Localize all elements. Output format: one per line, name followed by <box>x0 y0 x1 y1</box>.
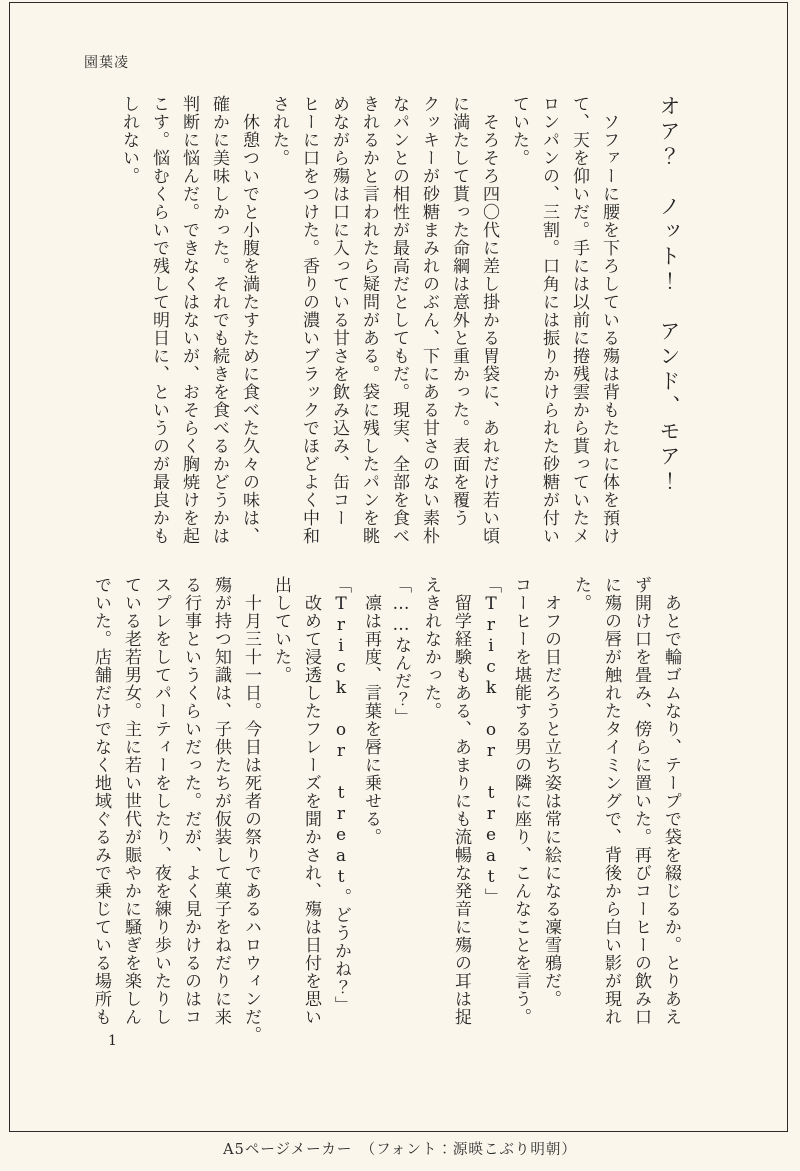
text-line: しれない。 <box>119 95 139 185</box>
text-line: ている老若男女。主に若い世代が賑やかに騒ぎを楽しん <box>121 576 141 1026</box>
text-line: ていた。 <box>509 95 529 167</box>
text-line: 出していた。 <box>271 576 291 684</box>
text-line: 「Trick or treat」 <box>481 576 501 906</box>
upper-text-block <box>85 95 686 575</box>
text-line: あとで輪ゴムなり、テープで袋を綴じるか。とりあえ <box>661 576 681 1026</box>
text-line: ソファーに腰を下ろしている殤は背もたれに体を預け <box>599 95 619 545</box>
text-line: めながら殤は口に入っている甘さを飲み込み、缶コー <box>329 95 349 527</box>
text-line: て、天を仰いだ。手には以前に捲残雲から貰っていたメ <box>569 95 589 545</box>
text-line: された。 <box>269 95 289 167</box>
text-line: クッキーが砂糖まみれのぶん、下にある甘さのない素朴 <box>419 95 439 545</box>
text-line: スプレをしてパーティーをしたり、夜を練り歩いたりし <box>151 576 171 1026</box>
text-line: 休憩ついでと小腹を満たすために食べた久々の味は、 <box>239 95 259 545</box>
text-line: そろそろ四〇代に差し掛かる胃袋に、あれだけ若い頃 <box>479 95 499 545</box>
text-line: る行事というくらいだった。だが、よく見かけるのはコ <box>181 576 201 1026</box>
text-line: ず開け口を畳み、傍らに置いた。再びコーヒーの飲み口 <box>631 576 651 1026</box>
text-line: 殤が持つ知識は、子供たちが仮装して菓子をねだりに来 <box>211 576 231 1026</box>
text-line: 判断に悩んだ。できなくはないが、おそらく胸焼けを起 <box>179 95 199 545</box>
text-line: オフの日だろうと立ち姿は常に絵になる凜雪鴉だ。 <box>541 576 561 1008</box>
text-line: えきれなかった。 <box>421 576 441 720</box>
footer-caption: A5ページメーカー （フォント：源暎こぶり明朝） <box>223 1142 577 1158</box>
text-line: に殤の唇が触れたタイミングで、背後から白い影が現れ <box>601 576 621 1026</box>
text-line: 凛は再度、言葉を唇に乗せる。 <box>361 576 381 846</box>
text-line: ヒーに口をつけた。香りの濃いブラックでほどよく中和 <box>299 95 319 545</box>
text-line: に満たして貰った命綱は意外と重かった。表面を覆う <box>449 95 469 527</box>
text-line: 十月三十一日。今日は死者の祭りであるハロウィンだ。 <box>241 576 261 1044</box>
lower-text-block <box>85 576 686 1056</box>
text-line: コーヒーを堪能する男の隣に座り、こんなことを言う。 <box>511 576 531 1026</box>
text-line: なパンとの相性が最高だとしてもだ。現実、全部を食べ <box>389 95 409 545</box>
author-name: 園葉凌 <box>84 55 129 71</box>
text-line: 「……なんだ？」 <box>391 576 411 726</box>
story-title: オア？ ノット！ アンド、モア！ <box>657 95 681 495</box>
text-line: ロンパンの、三割。口角には振りかけられた砂糖が付い <box>539 95 559 545</box>
page-number: 1 <box>108 1033 117 1049</box>
text-line: こす。悩むくらいで残して明日に、というのが最良かも <box>149 95 169 545</box>
text-line: 改めて浸透したフレーズを聞かされ、殤は日付を思い <box>301 576 321 1026</box>
text-line: 「Trick or treat。どうかね？」 <box>331 576 351 1014</box>
text-line: 確かに美味しかった。それでも続きを食べるかどうかは <box>209 95 229 545</box>
text-line: 留学経験もある、あまりにも流暢な発音に殤の耳は捉 <box>451 576 471 1026</box>
text-line: た。 <box>571 576 591 612</box>
text-line: でいた。店舗だけでなく地域ぐるみで乗じている場所も <box>91 576 111 1026</box>
text-line: きれるかと言われたら疑問がある。袋に残したパンを眺 <box>359 95 379 545</box>
